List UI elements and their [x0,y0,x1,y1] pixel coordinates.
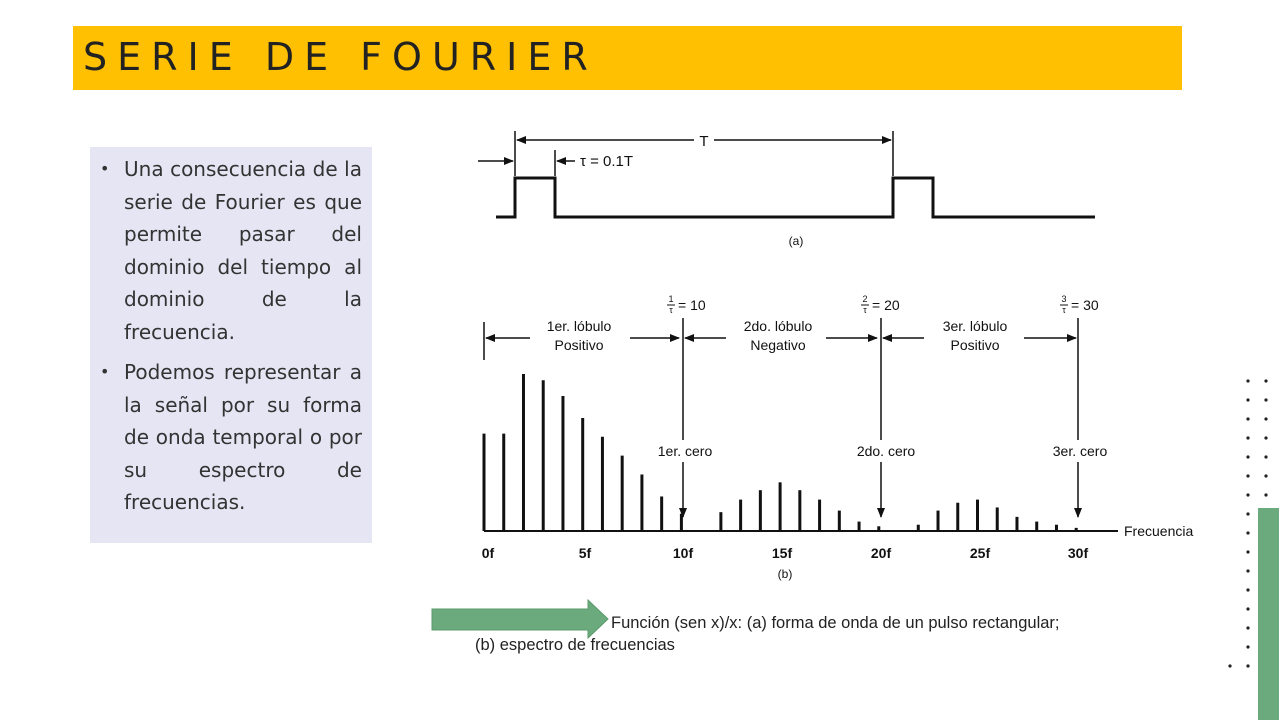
fraction-num: 2 [862,294,868,304]
decorative-dot [1264,379,1267,382]
zero-3-label: 3er. cero [1052,443,1108,459]
axis-label: Frecuencia [1124,523,1194,539]
spectrum-chart [482,294,1194,581]
decorative-dot [1246,588,1249,591]
decorative-dot [1246,398,1249,401]
zero-1-label: 1er. cero [657,443,713,459]
pulse-waveform [478,131,1095,248]
decorative-dot [1246,607,1249,610]
decorative-dot [1246,436,1249,439]
green-arrow-icon [432,600,608,638]
period-label: T [699,133,709,150]
fraction-den: τ [863,305,867,315]
bullet-dot-icon: • [100,159,110,178]
fraction-den: τ [669,305,673,315]
decorative-dot [1246,626,1249,629]
slide-title: SERIE DE FOURIER [83,35,598,79]
mark-3-over-tau [1060,294,1099,315]
decorative-dot [1246,645,1249,648]
fraction-value: = 20 [872,297,900,313]
decorative-dot [1246,531,1249,534]
zero-2-label: 2do. cero [856,443,916,459]
lobe-3-sign: Positivo [950,337,1000,353]
decorative-dot-grid [1226,376,1276,676]
decorative-dot [1264,493,1267,496]
decorative-dot [1246,493,1249,496]
x-tick-label: 5f [578,545,592,561]
lobe-3-title: 3er. lóbulo [942,318,1008,334]
decorative-dot [1246,550,1249,553]
mark-1-over-tau [667,294,706,315]
x-tick-label: 15f [771,545,793,561]
lobe-1-sign: Positivo [554,337,604,353]
x-tick-label: 30f [1067,545,1089,561]
x-tick-label: 25f [969,545,991,561]
mark-2-over-tau [861,294,900,315]
fraction-value: = 10 [678,297,706,313]
lobe-1-title: 1er. lóbulo [546,318,612,334]
pulse-line [496,178,1095,217]
decorative-dot [1264,474,1267,477]
decorative-dot [1246,417,1249,420]
decorative-dot [1246,664,1249,667]
lobe-2-sign: Negativo [750,337,806,353]
decorative-dot [1246,474,1249,477]
caption-line-2: (b) espectro de frecuencias [475,636,675,654]
decorative-dot [1246,379,1249,382]
bullet-text: Una consecuencia de la serie de Fourier es que permite pasar del dominio del tiempo al dominio de la frecuencia. [124,157,362,344]
x-tick-label: 10f [672,545,694,561]
fraction-den: τ [1062,305,1066,315]
decorative-dot [1246,455,1249,458]
decorative-dot [1246,512,1249,515]
decorative-dot [1228,664,1231,667]
spectrum-bars [484,374,1076,531]
tau-label: τ = 0.1T [580,153,634,170]
decorative-dot [1264,436,1267,439]
decorative-dot [1264,398,1267,401]
bullet-text: Podemos representar a la señal por su forma de onda temporal o por su espectro de frecuencias. [124,360,362,514]
figure-a-label: (a) [788,234,804,248]
decorative-dot [1264,417,1267,420]
caption-line-1: Función (sen x)/x: (a) forma de onda de un pulso rectangular; [611,614,1060,632]
fraction-num: 1 [668,294,674,304]
figure-b-label: (b) [777,567,793,581]
fraction-value: = 30 [1071,297,1099,313]
bullet-dot-icon: • [100,362,110,381]
x-tick-label: 20f [870,545,892,561]
decorative-dot [1264,455,1267,458]
x-tick-label: 0f [481,545,495,561]
fraction-num: 3 [1061,294,1067,304]
decorative-dot [1246,569,1249,572]
lobe-2-title: 2do. lóbulo [743,318,813,334]
